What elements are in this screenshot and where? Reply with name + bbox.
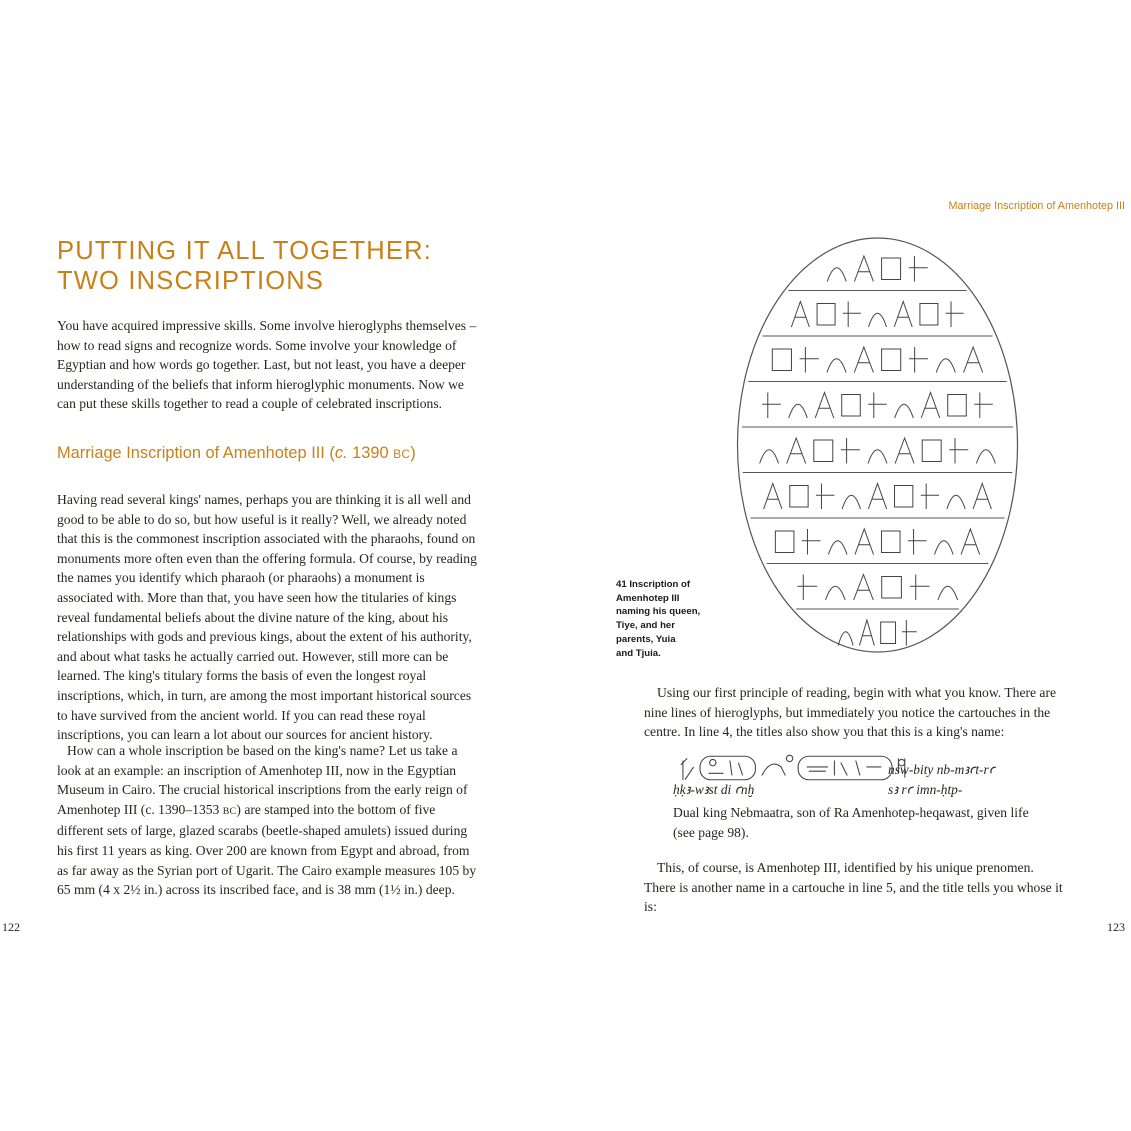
para3-rest: ) are stamped into the bottom of five different sets of large, glazed scarabs (beetle-shaped amulets) issued during his first 11 years as king. Over 200 are known from Egypt and abroad, from as far away as the Syrian port of Ugarit. The Cairo example measures 105 by 65 mm (4 x 2½ in.) across its inscribed face, and is 38 mm (1½ in.) deep.: [57, 801, 477, 898]
chapter-title: [57, 236, 537, 296]
hieroglyph-sign: [882, 349, 901, 371]
hieroglyph-sign: [760, 450, 779, 464]
hieroglyph-sign: [882, 577, 902, 599]
cartouche-icon: [700, 756, 755, 779]
hieroglyph-sign: [842, 495, 860, 509]
hieroglyph-sign: [973, 484, 991, 510]
translation-text: Dual king Nebmaatra, son of Ra Amenhotep-heqawast, given life (see page 98).: [673, 805, 1029, 840]
hieroglyph-sign: [949, 438, 968, 464]
hieroglyph-sign: [974, 393, 993, 419]
hieroglyph-sign: [859, 620, 874, 646]
hieroglyph-sign: [946, 302, 964, 328]
hieroglyph-sign: [868, 393, 887, 419]
hieroglyph-sign: [827, 268, 846, 282]
page-number: 122: [2, 920, 20, 934]
hieroglyph-rows: [742, 256, 1013, 646]
section-heading-main: Marriage Inscription of Amenhotep III (: [57, 444, 335, 462]
page-number: 123: [1107, 920, 1125, 934]
figure-caption: [616, 578, 746, 660]
hieroglyph-sign: [895, 404, 914, 418]
hieroglyph-sign: [854, 575, 874, 601]
para3-bc: BC: [222, 805, 237, 817]
hieroglyph-sign: [842, 395, 861, 417]
right-page: [566, 0, 1131, 1131]
section-heading-bc: BC: [393, 447, 411, 461]
hieroglyph-sign: [762, 393, 781, 419]
hieroglyph-sign: [791, 302, 809, 328]
hieroglyph-sign: [894, 302, 912, 328]
hieroglyph-sign: [854, 256, 873, 282]
para3-circa: c.: [145, 801, 155, 817]
hieroglyph-sign: [935, 541, 954, 555]
hieroglyph-sign: [843, 302, 861, 328]
hieroglyph-sign: [841, 438, 860, 464]
hieroglyph-sign: [947, 495, 965, 509]
hieroglyph-sign: [854, 347, 873, 373]
hieroglyph-sign: [797, 575, 817, 601]
scarab-outline: [738, 238, 1018, 652]
caption-line: parents, Yuia: [616, 633, 676, 645]
hieroglyph-sign: [815, 393, 834, 419]
hieroglyph-sign: [895, 438, 914, 464]
hieroglyph-sign: [814, 440, 833, 462]
section-heading-circa: c.: [334, 444, 348, 462]
body-paragraph: This, of course, is Amenhotep III, identified by his unique prenomen. There is another name in a cartouche in line 5, and the title tells you whose it is:: [644, 860, 1063, 915]
hieroglyph-sign: [910, 575, 930, 601]
caption-line: and Tjuia.: [616, 647, 661, 659]
para3-part-a: How can a whole inscription be based on the king's name? Let us take a look at an example: an inscription of Amenhotep III, now in the Egyptian Museum in Cairo. The crucial historical inscriptions from the early reign of Amenhotep III (: [57, 743, 468, 817]
hieroglyph-sign: [855, 529, 874, 555]
para3-years: 1390–1353: [154, 801, 223, 817]
hieroglyph-sign: [909, 347, 928, 373]
hieroglyph-sign: [789, 404, 808, 418]
caption-line: naming his queen,: [616, 606, 701, 618]
hieroglyph-sign: [827, 359, 846, 373]
body-paragraph: Having read several kings' names, perhaps you are thinking it is all well and good to be able to do so, but how useful is it really? Well, we already noted that this is the commonest inscription associated with the pharaohs, found on monuments more often even than the offering formula. Of course, by reading the names you identify which pharaoh (or pharaohs) a monument is associated with. More than that, you have seen how the titularies of kings reveal fundamental beliefs about the divine nature of the king, about his relationships with gods and previous kings, about the extent of his authority, and about what tasks he actually carried out. However, still more can be learned. The king's titulary forms the basis of even the longest royal inscriptions, which, in turn, are among the most important historical sources to have survived from the ancient world. If you can read these royal inscriptions, you can learn a lot about our sources for ancient history.: [57, 492, 477, 743]
hieroglyph-sign: [936, 359, 955, 373]
hieroglyph-sign: [816, 484, 834, 510]
scarab-inscription-illustration: [736, 236, 1019, 654]
hieroglyph-sign: [828, 541, 847, 555]
hieroglyph-sign: [881, 531, 900, 553]
caption-line: Amenhotep III: [616, 592, 680, 604]
hieroglyph-sign: [838, 632, 853, 646]
hieroglyph-sign: [825, 586, 845, 600]
hieroglyph-sign: [802, 529, 821, 555]
hieroglyph-sign: [881, 622, 896, 644]
hieroglyph-sign: [920, 304, 938, 326]
hieroglyph-sign: [909, 256, 928, 282]
intro-paragraph: You have acquired impressive skills. Some involve hieroglyphs themselves – how to read signs and recognize words. Some involve your knowledge of Egyptian and how words go together. Last, but not least, you have a deeper understanding of the beliefs that inform hieroglyphic monuments. Now we can put these skills together to read a couple of celebrated inscriptions.: [57, 318, 477, 412]
hieroglyph-sign: [961, 529, 980, 555]
hieroglyph-sign: [868, 484, 886, 510]
section-heading-year: 1390: [347, 444, 394, 462]
hieroglyph-sign: [868, 450, 887, 464]
hieroglyph-sign: [964, 347, 983, 373]
hieroglyph-sign: [921, 484, 939, 510]
hieroglyph-sign: [772, 349, 791, 371]
hieroglyph-sign: [895, 486, 913, 508]
hieroglyph-sign: [775, 531, 794, 553]
hieroglyph-sign: [938, 586, 958, 600]
hieroglyph-sign: [787, 438, 806, 464]
transliteration-line1: nsw-bity nb-mꜣꜥt-rꜥ sꜣ rꜥ imn-ḥtp-: [888, 762, 996, 797]
section-heading: [57, 444, 416, 463]
hieroglyph-sign: [948, 395, 967, 417]
chapter-title-line1: PUTTING IT ALL TOGETHER:: [57, 237, 433, 265]
running-head: Marriage Inscription of Amenhotep III: [948, 200, 1125, 212]
body-paragraph: Using our first principle of reading, begin with what you know. There are nine lines of hieroglyphs, but immediately you notice the cartouches in the centre. In line 4, the titles also show you that this is a king's name:: [644, 685, 1057, 740]
body-paragraph: [57, 741, 477, 900]
hieroglyph-sign: [790, 486, 808, 508]
hieroglyph-sign: [800, 347, 819, 373]
cartouche-icon: [798, 756, 892, 779]
hieroglyph-sign: [902, 620, 917, 646]
hieroglyph-sign: [976, 450, 995, 464]
hieroglyph-sign: [908, 529, 927, 555]
section-heading-close: ): [410, 444, 416, 462]
transliteration-line2: ḥḳꜣ-wꜣst di ꜥnḫ: [673, 782, 755, 797]
hieroglyph-sign: [922, 440, 941, 462]
caption-line: 41 Inscription of: [616, 579, 691, 590]
chapter-title-line2: TWO INSCRIPTIONS: [57, 267, 325, 295]
hieroglyph-sign: [882, 258, 901, 280]
hieroglyph-sign: [817, 304, 835, 326]
hieroglyph-sign: [869, 313, 887, 327]
hieroglyph-sign: [921, 393, 940, 419]
caption-line: Tiye, and her: [616, 620, 676, 632]
hieroglyph-sign: [764, 484, 782, 510]
